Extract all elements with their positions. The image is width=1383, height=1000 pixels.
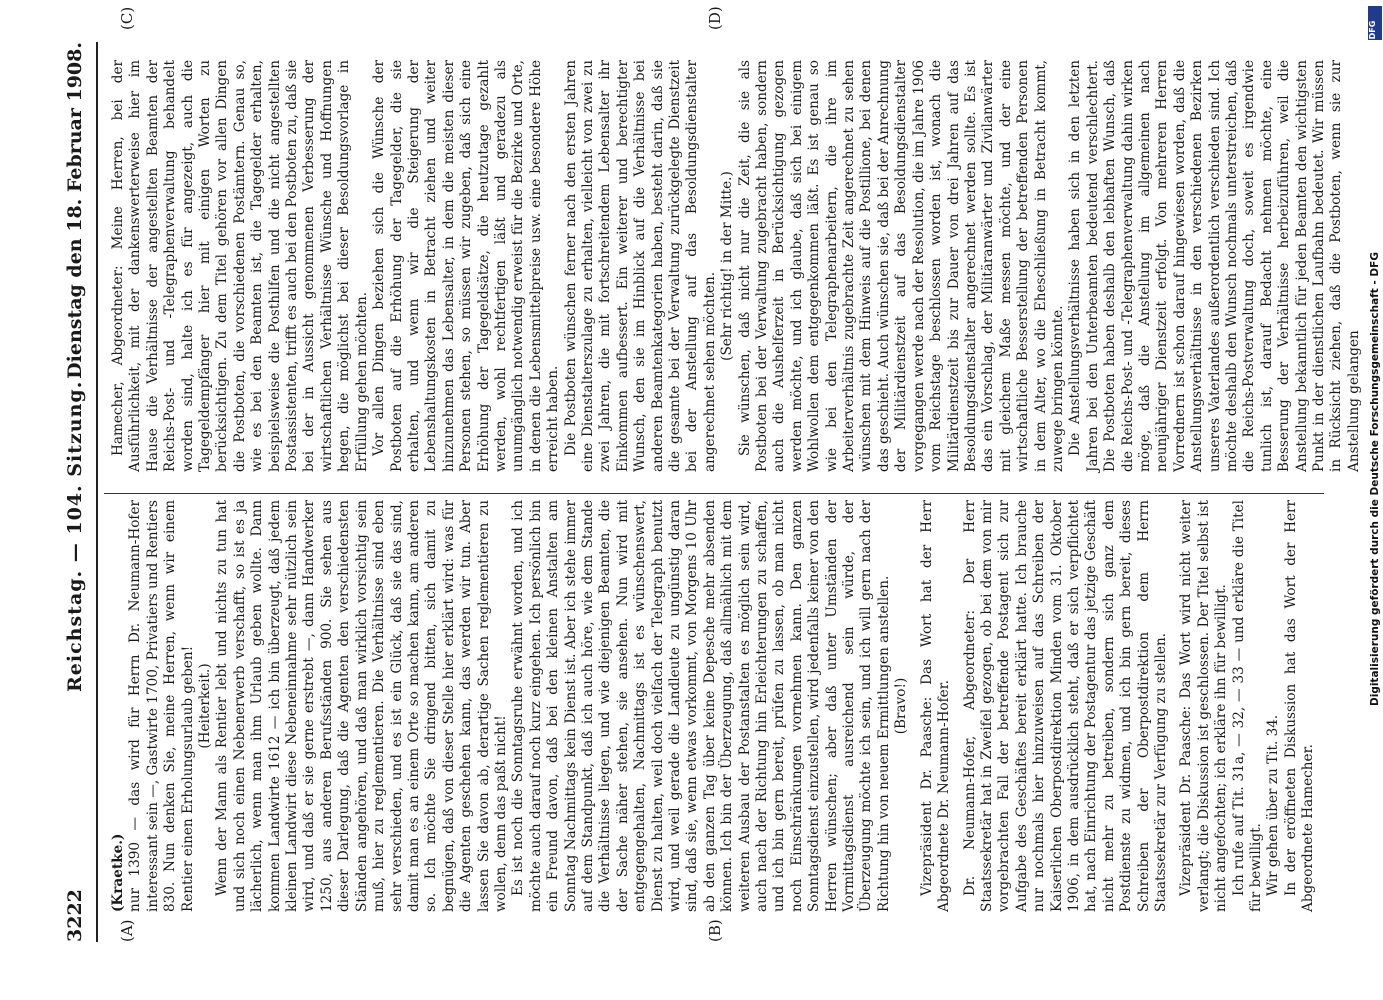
page-number: 3222 <box>64 889 86 942</box>
paragraph: Ich rufe auf Tit. 31a, — 32, — 33 — und erkläre die Titel für bewilligt. <box>1230 500 1264 912</box>
paragraph: Dr. Neumann-Hofer, Abgeordneter: Der Herr Staatssekretär hat in Zweifel gezogen, ob bei dem von mir vorgebrachten Fall der betreffende Postagent sich zur Aufgabe des Geschäftes bereit erklärt hatte. Ich brauche nur nochmals hier hinzuweisen auf das Schreiben der Kaiserlichen Oberpostdirektion Minden vom 31. Oktober 1906, in dem ausdrücklich steht, daß er sich verpflichtet hat, nach Einrichtung der Postagentur das jetzige Geschäft nicht mehr zu betreiben, sondern sich ganz dem Postdienste zu widmen, und ich bin gern bereit, dieses Schreiben der Oberpostdirektion dem Herrn Staatssekretär zur Verfügung zu stellen. <box>961 500 1169 912</box>
page-header <box>58 42 92 942</box>
paragraph: In der eröffneten Diskussion hat das Wort der Herr Abgeordnete Hamecher. <box>1282 500 1317 912</box>
margin-mark-b: (B) <box>706 919 724 942</box>
interjection: (Bravo!) <box>893 677 910 735</box>
paragraph: Sie wünschen, daß nicht nur die Zeit, die sie als Postboten bei der Verwaltung zugebracht haben, sondern auch die Aushelferzeit in Berücksichtigung gezogen werden möchte, und ich glaube, daß sich bei einigem Wohlwollen dem entgegenkommen läßt. Es ist genau so wie bei den Telegraphenarbeitern, die ihre im Arbeiterverhältnis zugebrachte Zeit angerechnet zu sehen wünschen mit dem Hinweis auf die Postillione, bei denen das geschieht. Auch wünschen sie, daß bei der Anrechnung der Militärdienstzeit auf das Besoldungsdienstalter vorgegangen werde nach der Resolution, die im Jahre 1906 vom Reichstage beschlossen worden ist, wonach die Militärdienstzeit bis zur Dauer von drei Jahren auf das Besoldungsdienstalter angerechnet werden sollte. Es ist das ein Vorschlag, der Militäranwärter und Zivilanwärter mit gleichem Maße messen möchte, und der eine wirtschaftliche Besserstellung der betreffenden Personen in dem Alter, wo die Eheschließung in Betracht kommt, zuwege bringen könnte. <box>736 60 1066 472</box>
column-divider <box>104 493 1324 494</box>
paragraph: Vizepräsident Dr. Paasche: Das Wort wird nicht weiter verlangt; die Diskussion ist geschlossen. Der Titel selbst ist nicht angefochten; ich erkläre ihn für bewilligt. <box>1178 500 1230 912</box>
paragraph: Es ist noch die Sonntagsruhe erwähnt worden, und ich möchte auch darauf noch kurz eingehen. Ich persönlich bin ein Freund davon, daß bei den kleinen Anstalten am Sonntag Nachmittags kein Dienst ist. Aber ich stehe immer auf dem Standpunkt, daß ich auch höre, wie dem Stande die Verhältnisse liegen, und wie diejenigen Beamten, die der Sache näher stehen, sie ansehen. Nun wird mit entgegengehalten, Nachmittags ist es wünschenswert, Dienst zu halten, weil doch vielfach der Telegraph benutzt wird, und weil gerade die Landleute zu ungünstig daran sind, daß sie, wenn etwas vorkommt, von Morgens 10 Uhr ab den ganzen Tag über keine Depesche mehr absenden können. Ich bin der Überzeugung, daß allmählich mit dem weiteren Ausbau der Postanstalten es möglich sein wird, auch nach der Richtung hin Erleichterungen zu schaffen, und ich bin gern bereit, prüfen zu lassen, ob man nicht noch Einschränkungen vornehmen kann. Den ganzen Sonntagsdienst einzustellen, wird jedenfalls keiner von den Herren wünschen; aber daß unter Umständen der Vormittagsdienst ausreichend sein würde, der Überzeugung möchte ich sein, und ich will gern nach der Richtung hin von neuem Ermittlungen anstellen. <box>510 500 892 912</box>
paragraph: Die Anstellungsverhältnisse haben sich in den letzten Jahren bei den Unterbeamten bedeutend verschlechtert. Die Postboten haben deshalb den lebhaften Wunsch, daß die Reichs-Post- und -Telegraphenverwaltung dahin wirken möge, daß die Anstellung im allgemeinen nach neunjähriger Dienstzeit erfolgt. Von mehreren Herren Vorrednern ist schon darauf hingewiesen worden, daß die Anstellungsverhältnisse in den verschiedenen Bezirken unseres Vaterlandes außerordentlich verschieden sind. Ich möchte deshalb den Wunsch nochmals unterstreichen, daß die Reichs-Postverwaltung doch, soweit es irgendwie tunlich ist, darauf Bedacht nehmen möchte, eine Besserung der Verhältnisse herbeizuführen, weil die Anstellung bekanntlich für jeden Beamten den wichtigsten Punkt in der dienstlichen Laufbahn bedeutet. Wir müssen in Rücksicht ziehen, daß die Postboten, wenn sie zur Anstellung gelangen <box>1067 60 1362 472</box>
header-rule <box>96 42 98 942</box>
digitization-stamp <box>1368 6 1382 994</box>
interjection: (Heiterkeit.) <box>197 663 214 749</box>
dfg-logo: DFG <box>1368 6 1382 40</box>
right-column <box>110 60 1363 472</box>
paragraph: Vizepräsident Dr. Paasche: Das Wort hat der Herr Abgeordnete Dr. Neumann-Hofer. <box>918 500 953 912</box>
margin-mark-c: (C) <box>118 6 136 30</box>
paragraph: Wenn der Mann als Rentier lebt und nichts zu tun hat und sich noch einen Nebenerwerb verschafft, so ist es ja lächerlich, wenn man ihm Urlaub geben wollte. Dann kommen Landwirte 1612 — ich bin überzeugt, daß jedem kleinen Landwirt diese Nebeneinnahme sehr nützlich sein wird, und daß er sie gerne erstrebt —, dann Handwerker 1250, aus anderen Berufsständen 900. Sie sehen aus dieser Darlegung, daß die Agenten den verschiedensten Ständen angehören, und daß man wirklich vorsichtig sein muß, hier zu reglementieren. Die Verhältnisse sind eben sehr verschieden, und es ist ein Glück, daß sie das sind, damit man es an einem Orte so machen kann, am anderen so. Ich möchte Sie dringend bitten, sich damit zu begnügen, daß von dieser Stelle hier erklärt wird: was für die Agenten geschehen kann, das werden wir tun. Aber lassen Sie davon ab, derartige Sachen reglementieren zu wollen, denn das paßt nicht! <box>214 500 509 912</box>
paragraph: Vor allen Dingen beziehen sich die Wünsche der Postboten auf die Erhöhung der Tagegelder, die sie erhalten, und wenn wir die Steigerung der Lebenshaltungskosten in Betracht ziehen und weiter hinzunehmen das Lebensalter, in dem die meisten dieser Personen stehen, so müssen wir zugeben, daß sich eine Erhöhung der Tagegeldsätze, die heutzutage gezahlt werden, wohl rechtfertigen läßt und geradezu als unumgänglich notwendig erweist für die Bezirke und Orte, in denen die Lebensmittelpreise usw. eine besondere Höhe erreicht haben. <box>371 60 562 472</box>
paragraph: nur 1390 — das wird für Herrn Dr. Neumann-Hofer interessant sein —, Gastwirte 1700, Privatiers und Rentiers 830. Nun denken Sie, meine Herren, wenn wir einem Rentier einen Erholungsurlaub geben! <box>127 500 196 912</box>
left-column <box>110 500 1318 912</box>
paragraph: Die Postboten wünschen ferner nach den ersten Jahren eine Dienstalterszulage zu erhalten, vielleicht von zwei zu zwei Jahren, die mit fortschreitendem Lebensalter ihr Einkommen aufbessert. Ein weiterer und berechtigter Wunsch, den sie im Hinblick auf die Verhältnisse bei anderen Beamtenkategorien haben, besteht darin, daß sie die gesamte bei der Verwaltung zurückgelegte Dienstzeit bei der Anstellung auf das Besoldungsdienstalter angerechnet sehen möchten. <box>562 60 718 472</box>
page-date: Dienstag den 18. Februar 1908. <box>64 42 86 379</box>
interjection: (Sehr richtig! in der Mitte.) <box>719 171 736 361</box>
page-title: Reichstag. — 104. Sitzung. <box>64 380 86 692</box>
page-content <box>58 6 1362 942</box>
margin-mark-d: (D) <box>706 6 724 30</box>
paragraph: Wir gehen über zu Tit. 34. <box>1265 714 1282 896</box>
dfg-credit: Digitalisierung gefördert durch die Deutsche Forschungsgemeinschaft - DFG <box>1369 252 1381 706</box>
paragraph: Hamecher, Abgeordneter: Meine Herren, bei der Ausführlichkeit, mit der dankenswerterweise hier im Hause die Verhältnisse der angestellten Beamten der Reichs-Post- und -Telegraphenverwaltung behandelt worden sind, halte ich es für angezeigt, auch die Tagegeldempfänger hier mit einigen Worten zu berücksichtigen. Zu dem Titel gehören vor allen Dingen die Postboten, die vorschiedenen Postämtern. Genau so, wie es bei den Beamten ist, die Tagegelder erhalten, beispielsweise die Posthilfen und die nicht angestellten Postassistenten, trifft es auch bei den Postboten zu, daß sie bei der in Aussicht genommenen Verbesserung der wirtschaftlichen Verhältnisse Wünsche und Hoffnungen hegen, die möglichst bei dieser Besoldungsvorlage in Erfüllung gehen möchten. <box>110 60 370 472</box>
speaker-tag: (Kraetke.) <box>110 833 126 912</box>
margin-mark-a: (A) <box>118 919 136 942</box>
